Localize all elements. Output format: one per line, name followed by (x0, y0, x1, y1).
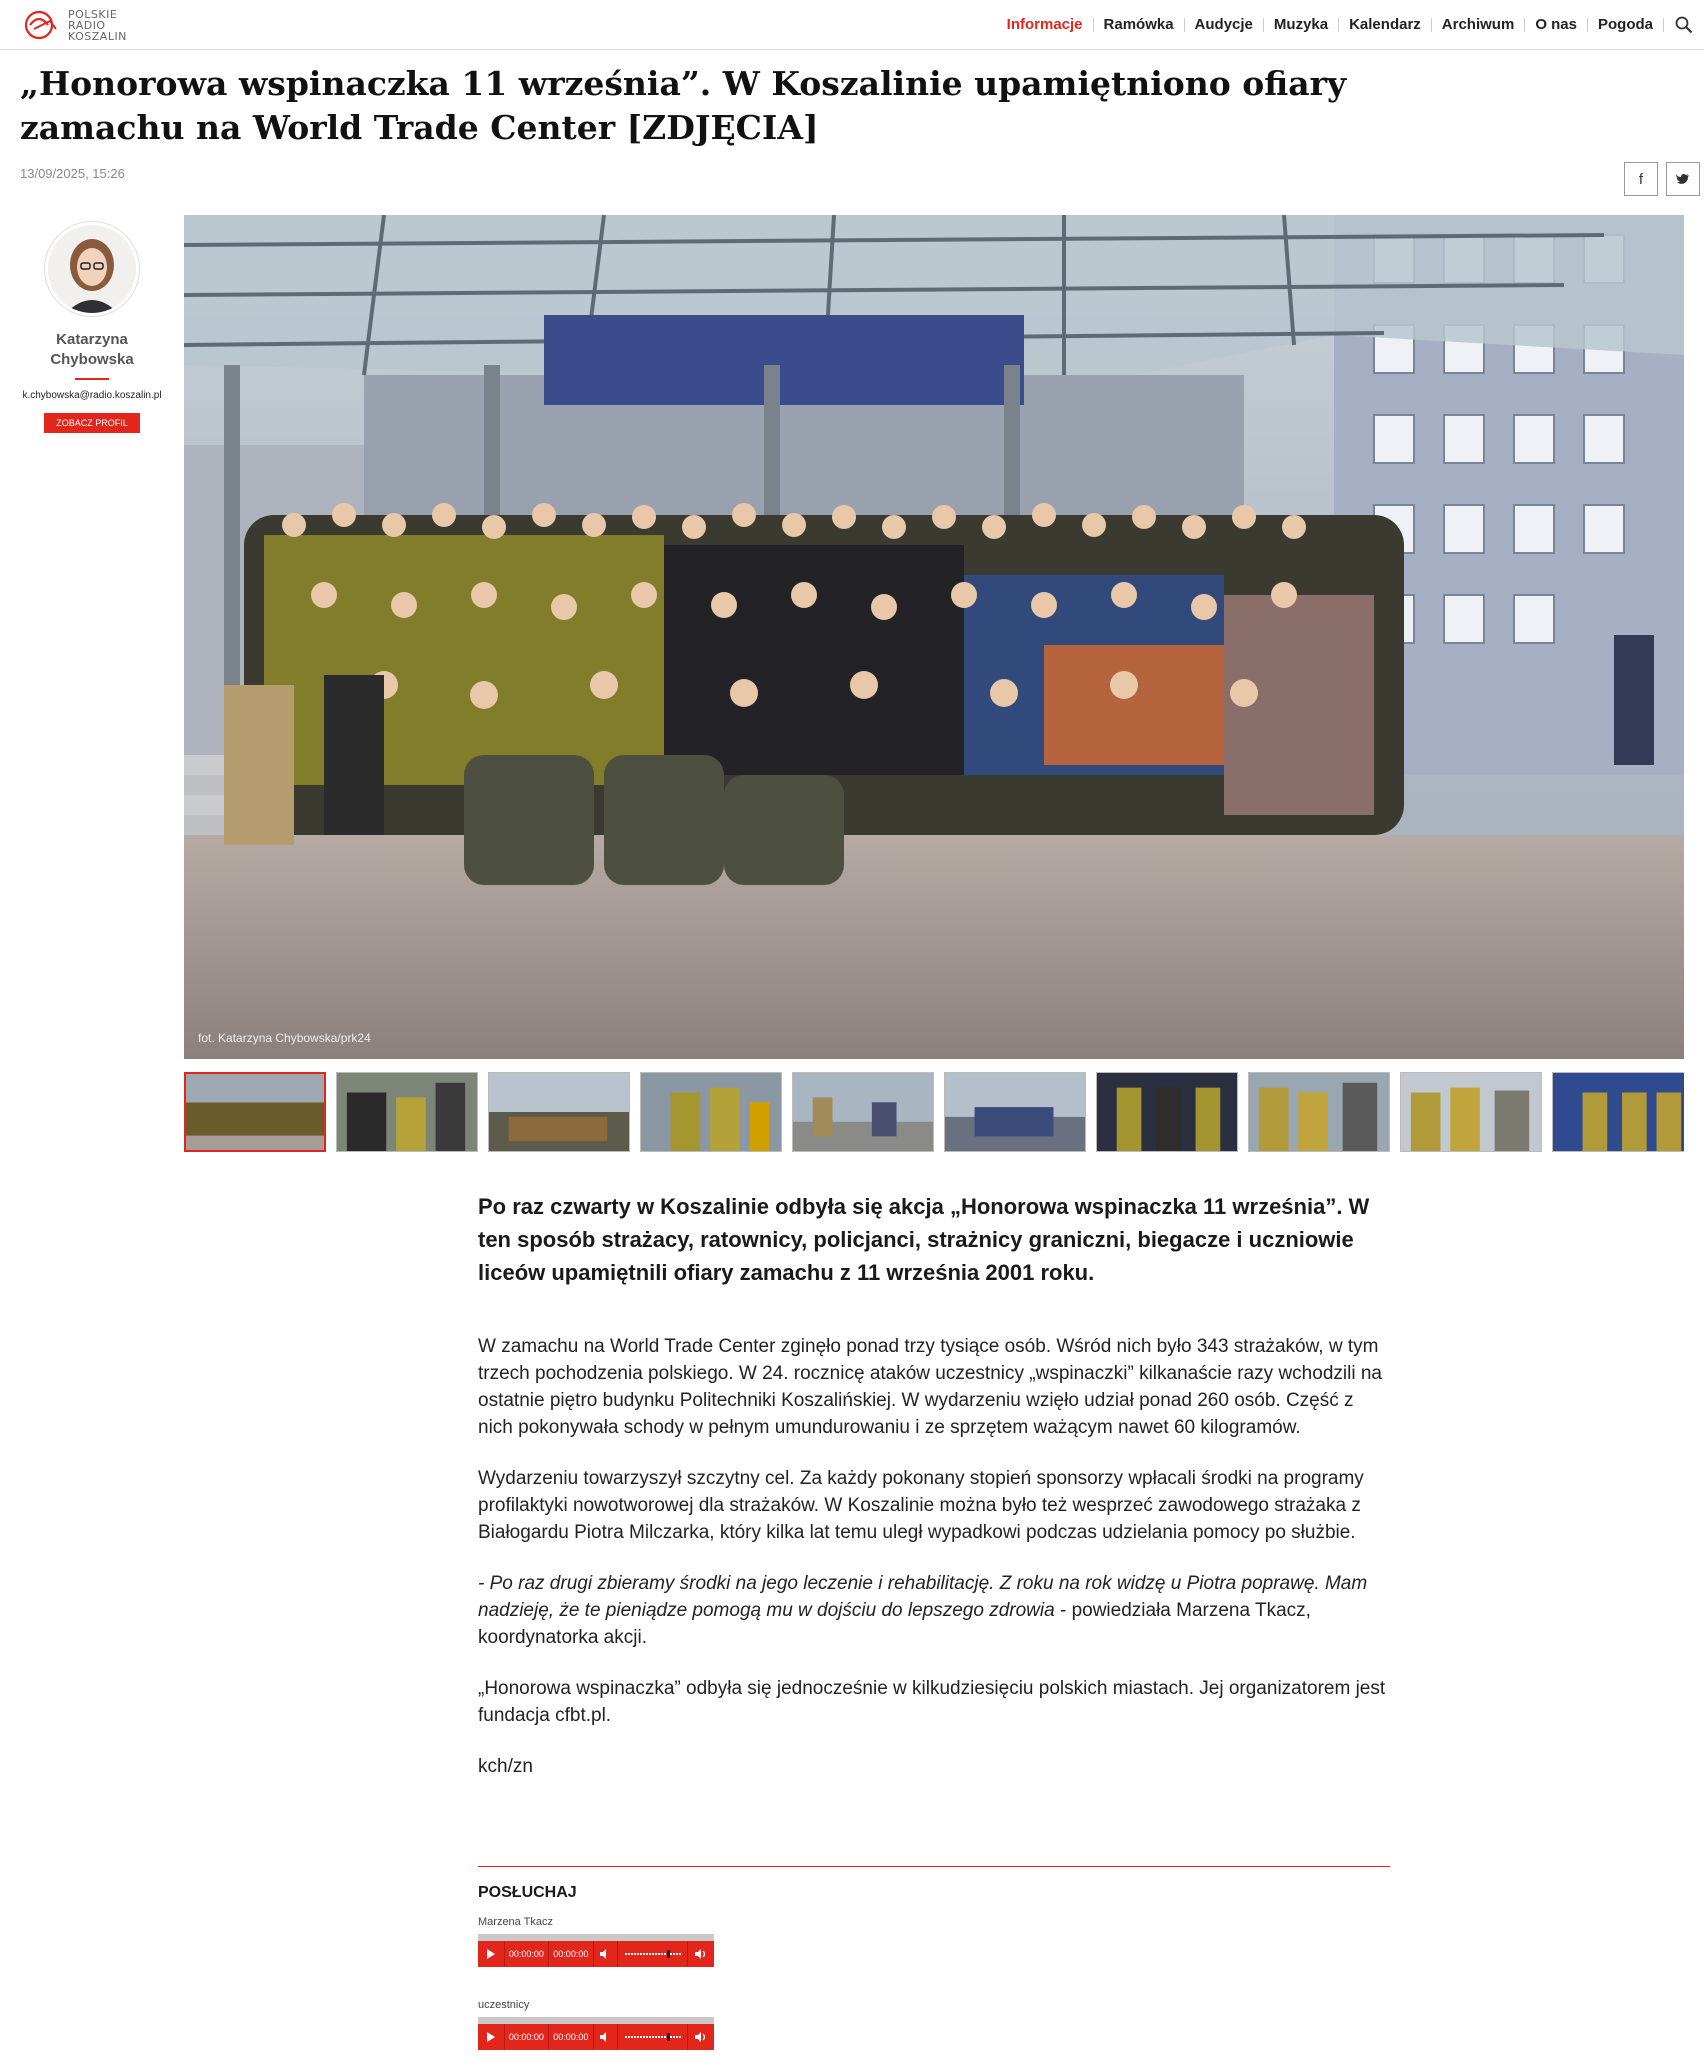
nav-item-ramowka[interactable]: Ramówka (1094, 18, 1185, 32)
author-name[interactable]: Katarzyna Chybowska (50, 331, 134, 368)
volume-slider[interactable] (618, 2024, 688, 2050)
volume-slider[interactable] (618, 1941, 688, 1967)
audio-progress-bar[interactable] (478, 2017, 714, 2024)
listen-heading: POSŁUCHAJ (478, 1884, 577, 1901)
audio-clip-label: Marzena Tkacz (478, 1916, 553, 1928)
article-body (478, 1333, 1390, 1804)
top-navigation-bar (0, 0, 1704, 50)
audio-player[interactable] (478, 1934, 714, 1962)
play-icon[interactable] (478, 2024, 505, 2050)
audio-current-time: 00:00:00 (505, 2024, 549, 2050)
audio-player[interactable] (478, 2017, 714, 2045)
main-gallery-photo[interactable] (184, 215, 1684, 1059)
audio-duration: 00:00:00 (549, 2024, 593, 2050)
radio-logo-icon (20, 7, 62, 43)
nav-item-pogoda[interactable]: Pogoda (1588, 18, 1664, 32)
author-profile-button[interactable]: ZOBACZ PROFIL (44, 413, 140, 433)
group-photo-illustration (184, 215, 1684, 1059)
article-signature: kch/zn (478, 1756, 533, 1777)
twitter-share-button[interactable] (1666, 162, 1700, 196)
gallery-next-arrow-icon[interactable] (1642, 615, 1672, 659)
author-avatar[interactable] (45, 222, 139, 316)
nav-item-informacje[interactable]: Informacje (997, 18, 1094, 32)
article-paragraph: Wydarzeniu towarzyszył szczytny cel. Za każdy pokonany stopień sponsorzy wpłacali środki na programy profilaktyki nowotworowej dla strażaków. W Koszalinie można było też wesprzeć zawodowego strażaka z Białogardu Piotra Milczarka, który kilka lat temu uległ wypadkowi podczas udzielania pomocy po służbie. (478, 1468, 1364, 1543)
article-paragraph: „Honorowa wspinaczka” odbyła się jednocześnie w kilkudziesięciu polskich miastach. Jej organizatorem jest fundacja cfbt.pl. (478, 1678, 1386, 1726)
volume-max-icon[interactable] (688, 1941, 714, 1967)
article-date: 13/09/2025, 15:26 (20, 166, 125, 181)
gallery-thumbnails (184, 1072, 1684, 1152)
gallery-thumbnail[interactable] (1400, 1072, 1542, 1152)
gallery-thumbnail[interactable] (184, 1072, 326, 1152)
volume-icon[interactable] (594, 1941, 619, 1967)
author-divider (75, 378, 109, 380)
logo-line-3: KOSZALIN (68, 29, 127, 43)
audio-current-time: 00:00:00 (505, 1941, 549, 1967)
twitter-icon (1676, 173, 1690, 185)
gallery-thumbnail[interactable] (488, 1072, 630, 1152)
gallery-thumbnail[interactable] (336, 1072, 478, 1152)
audio-clip-label: uczestnicy (478, 1999, 530, 2011)
quote-attribution: - powiedziała Marzena Tkacz, koordynatorka akcji. (478, 1600, 1311, 1648)
gallery-thumbnail[interactable] (1248, 1072, 1390, 1152)
facebook-share-button[interactable] (1624, 162, 1658, 196)
audio-duration: 00:00:00 (549, 1941, 593, 1967)
section-divider (478, 1866, 1390, 1867)
gallery-thumbnail[interactable] (944, 1072, 1086, 1152)
volume-icon[interactable] (594, 2024, 619, 2050)
search-icon[interactable] (1664, 0, 1704, 49)
nav-item-archiwum[interactable]: Archiwum (1432, 18, 1526, 32)
quote-text: - Po raz drugi zbieramy środki na jego leczenie i rehabilitację. Z roku na rok widzę u Piotra poprawę. Mam nadzieję, że te pieniądze pomogą mu w dojściu do lepszego zdrowia (478, 1573, 1368, 1621)
facebook-icon: f (1638, 170, 1644, 188)
photo-caption: fot. Katarzyna Chybowska/prk24 (198, 1031, 371, 1045)
article-title: „Honorowa wspinaczka 11 września”. W Koszalinie upamiętniono ofiary zamachu na World Trade Center [ZDJĘCIA] (20, 64, 1347, 147)
article-lead: Po raz czwarty w Koszalinie odbyła się akcja „Honorowa wspinaczka 11 września”. W ten sposób strażacy, ratownicy, policjanci, strażnicy graniczni, biegacze i uczniowie liceów upamiętnili ofiary zamachu z 11 września 2001 roku. (478, 1194, 1370, 1285)
audio-progress-bar[interactable] (478, 1934, 714, 1941)
author-box (0, 222, 184, 433)
nav-item-o-nas[interactable]: O nas (1525, 18, 1588, 32)
article-paragraph: W zamachu na World Trade Center zginęło ponad trzy tysiące osób. Wśród nich było 343 strażaków, w tym trzech pochodzenia polskiego. W 24. rocznicę ataków uczestnicy „wspinaczki” kilkanaście razy wchodzili na ostatnie piętro budynku Politechniki Koszalińskiej. W wydarzeniu wzięło udział ponad 260 osób. Część z nich pokonywała schody w pełnym umundurowaniu i ze sprzętem ważącym nawet 60 kilogramów. (478, 1336, 1382, 1438)
main-nav (997, 0, 1704, 49)
logo-line-1: POLSKIE (68, 7, 118, 21)
nav-item-muzyka[interactable]: Muzyka (1264, 18, 1339, 32)
author-email[interactable]: k.chybowska@radio.koszalin.pl (22, 390, 162, 401)
nav-item-audycje[interactable]: Audycje (1185, 18, 1264, 32)
logo-line-2: RADIO (68, 18, 106, 32)
site-logo[interactable] (20, 6, 127, 44)
volume-max-icon[interactable] (688, 2024, 714, 2050)
gallery-thumbnail[interactable] (1096, 1072, 1238, 1152)
article-paragraph (478, 1570, 1390, 1651)
gallery-thumbnail[interactable] (792, 1072, 934, 1152)
gallery-thumbnail[interactable] (1552, 1072, 1684, 1152)
gallery-thumbnail[interactable] (640, 1072, 782, 1152)
logo-text (68, 9, 127, 42)
nav-item-kalendarz[interactable]: Kalendarz (1339, 18, 1432, 32)
play-icon[interactable] (478, 1941, 505, 1967)
